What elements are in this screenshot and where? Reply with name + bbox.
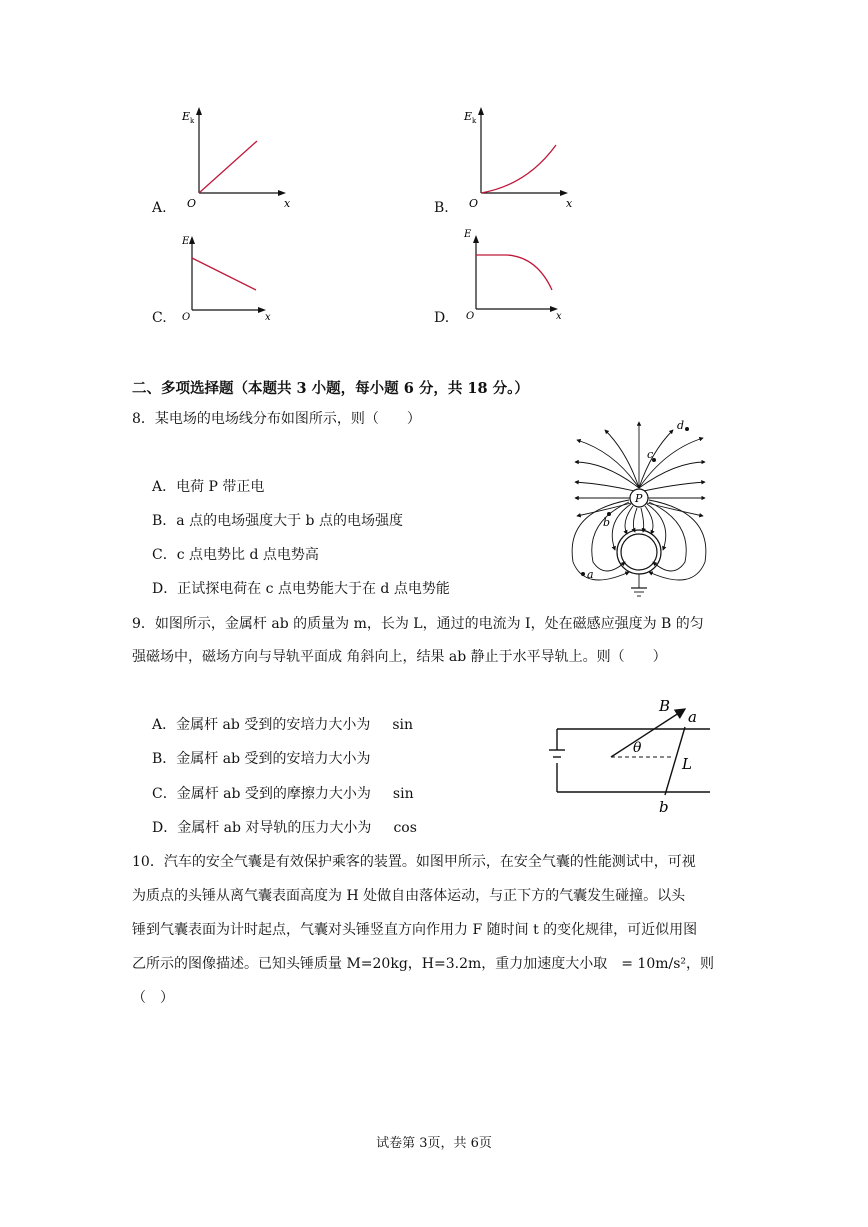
q8-stem: 8．某电场的电场线分布如图所示，则（ ） [132,411,421,427]
ek-curve [481,145,556,193]
x-axis-label: x [284,197,291,210]
svg-text:L: L [682,755,692,773]
option-letter: C. [152,310,167,326]
svg-text:θ: θ [633,740,642,756]
svg-text:P: P [635,492,643,505]
svg-text:x: x [556,311,562,322]
svg-text:O: O [466,311,475,322]
svg-text:x: x [566,197,573,210]
q9-option-a: A．金属杆 ab 受到的安培力大小为 sin [152,717,414,733]
page-footer: 试卷第 3页，共 6页 [376,1136,492,1151]
q8-field-figure [565,412,715,612]
graph-c-svg [170,228,300,328]
svg-text:E: E [464,229,472,240]
e-line [192,258,256,290]
svg-text:E: E [464,110,473,123]
q9-stem-line1: 9．如图所示，金属杆 ab 的质量为 m，长为 L，通过的电流为 I，处在磁感应强度为 B 的匀 [132,616,704,632]
q10-line4: 乙所示的图像描述。已知头锤质量 M=20kg，H=3.2m，重力加速度大小取 = 10m/s²，则 [132,956,715,972]
svg-text:b: b [659,798,669,816]
svg-text:x: x [265,312,271,323]
svg-text:E: E [182,236,190,247]
q8-option-c: C．c 点电势比 d 点电势高 [152,547,319,563]
svg-text:c: c [647,448,654,461]
q8-option-a: A．电荷 P 带正电 [152,479,265,495]
svg-text:O: O [182,312,191,323]
q9-option-c: C．金属杆 ab 受到的摩擦力大小为 sin [152,786,414,802]
q10-line5: （ ） [132,990,174,1006]
ek-line [199,141,257,193]
svg-text:a: a [688,708,697,726]
q10-line1: 10．汽车的安全气囊是有效保护乘客的装置。如图甲所示，在安全气囊的性能测试中，可视 [132,854,696,870]
svg-text:b: b [603,516,611,529]
q9-stem-line2: 强磁场中，磁场方向与导轨平面成 角斜向上，结果 ab 静止于水平导轨上。则（ ） [132,649,667,665]
e-curve [476,255,552,290]
option-letter: D. [434,310,450,326]
q8-option-d: D．正试探电荷在 c 点电势能大于在 d 点电势能 [152,581,450,597]
option-letter: A. [152,200,167,216]
svg-text:B: B [659,697,671,715]
graph-b-svg [452,105,582,215]
q10-line2: 为质点的头锤从离气囊表面高度为 H 处做自由落体运动，与正下方的气囊发生碰撞。以头 [132,888,686,904]
svg-text:k: k [190,117,195,125]
q8-option-b: B．a 点的电场强度大于 b 点的电场强度 [152,513,403,529]
y-axis-label: E [182,110,191,123]
graph-d-svg [452,225,582,325]
option-letter: B. [434,200,449,216]
origin-label: O [187,197,197,210]
q9-option-d: D．金属杆 ab 对导轨的压力大小为 cos [152,820,417,836]
section-title: 二、多项选择题（本题共 3 小题，每小题 6 分，共 18 分。） [132,380,529,397]
graph-a-svg [170,105,300,215]
q10-line3: 锤到气囊表面为计时起点，气囊对头锤竖直方向作用力 F 随时间 t 的变化规律，可近似用图 [132,922,698,938]
svg-text:d: d [677,419,685,432]
svg-text:k: k [472,117,477,125]
q9-option-b: B．金属杆 ab 受到的安培力大小为 [152,751,371,767]
q9-rail-figure [545,695,715,815]
svg-text:a: a [587,568,594,581]
svg-text:O: O [469,197,479,210]
